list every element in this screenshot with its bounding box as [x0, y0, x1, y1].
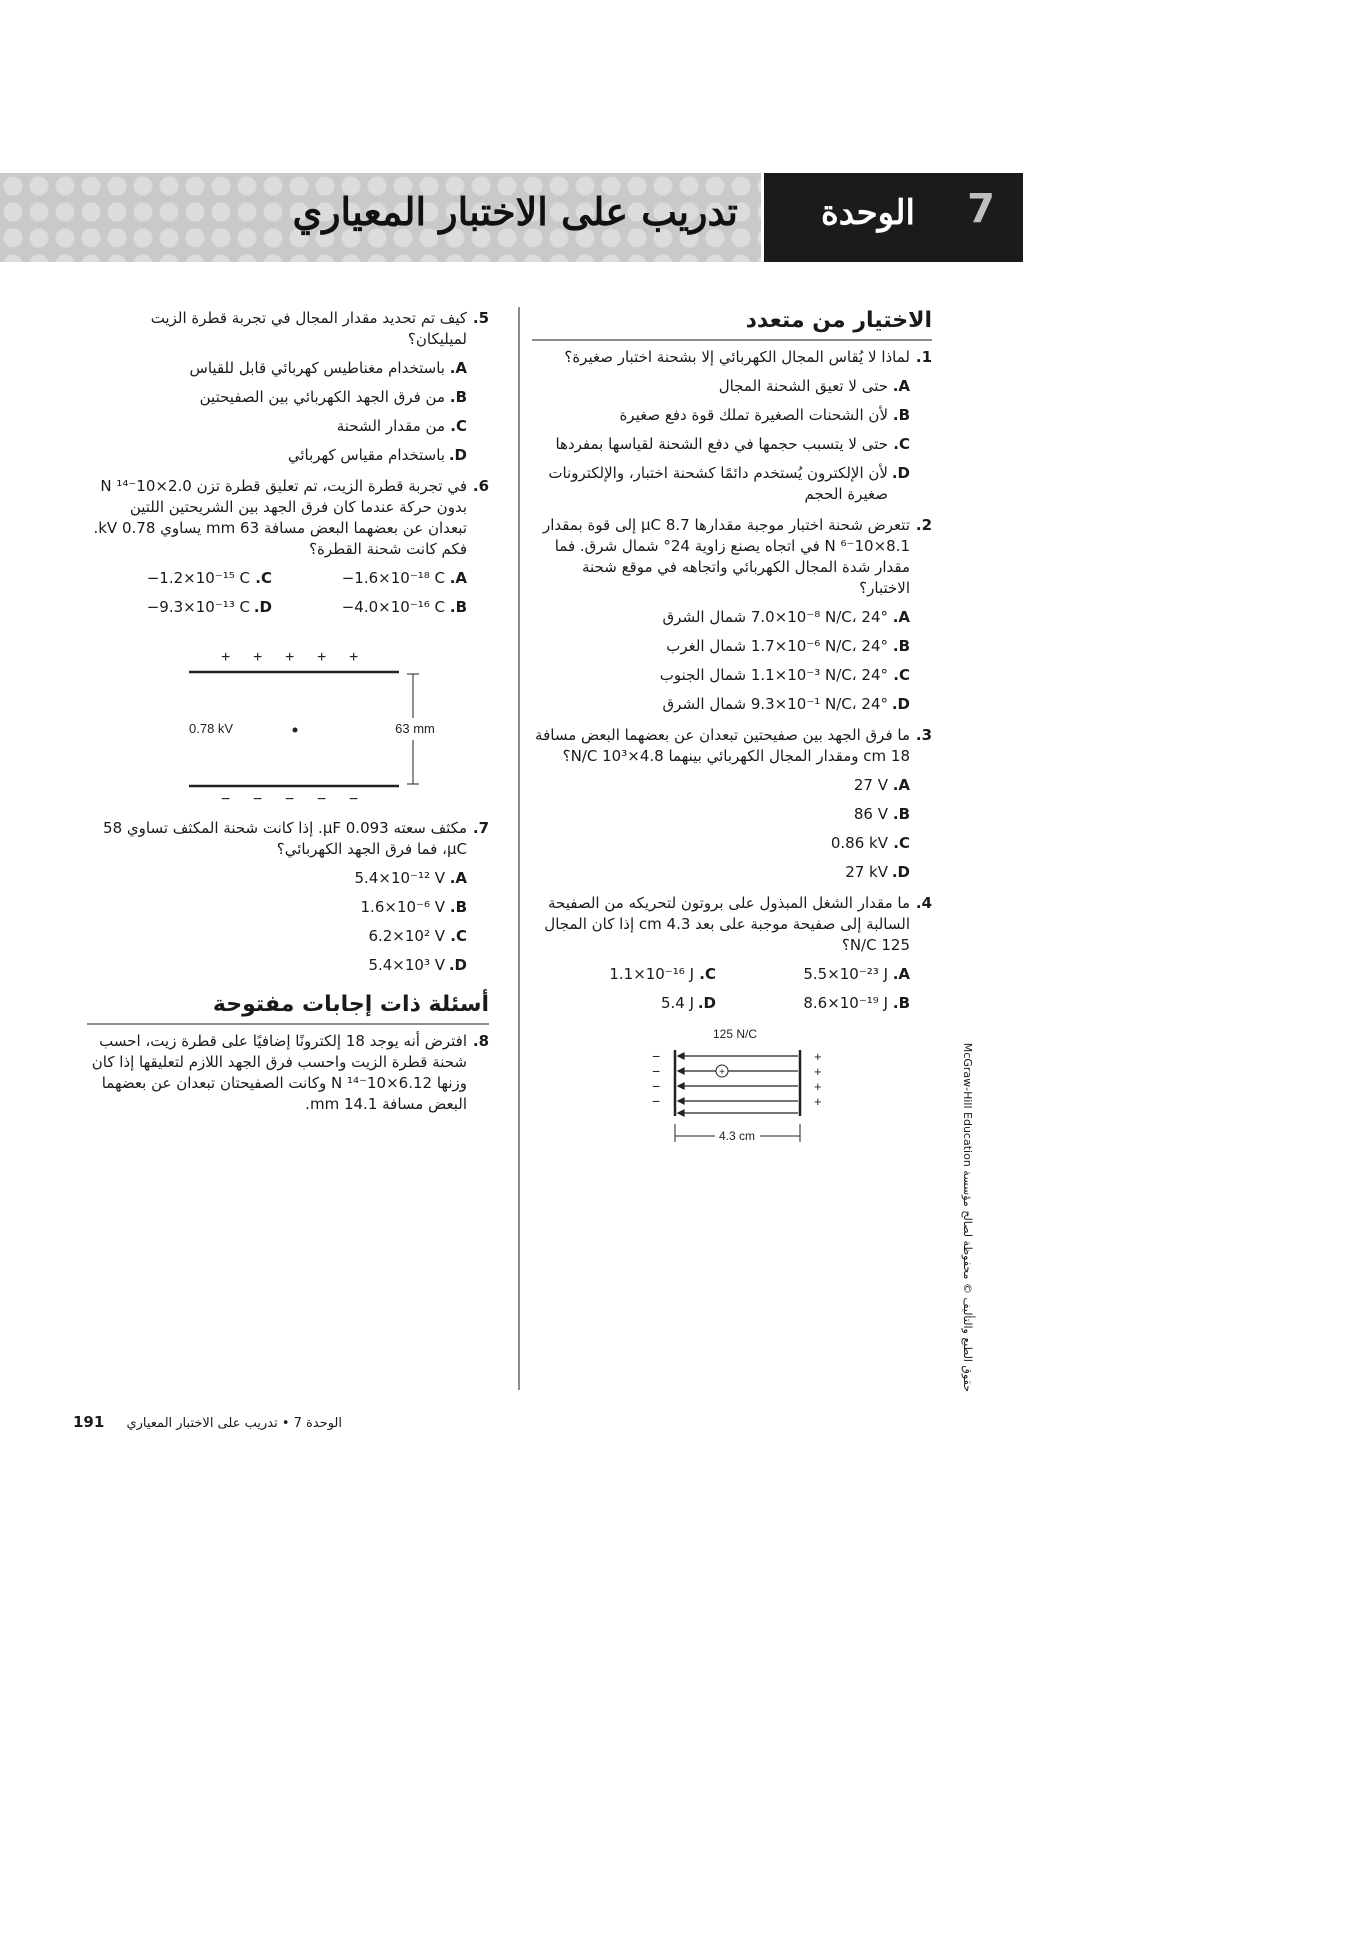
- option-b[interactable]: B. 1.7×10⁻⁶ N/C، 24° شمال الغرب: [666, 637, 910, 655]
- option-b[interactable]: B. 1.6×10⁻⁶ V: [360, 898, 467, 916]
- svg-text:−: −: [652, 1093, 661, 1109]
- oil-drop-figure: [187, 644, 467, 804]
- question-number: 8.: [472, 1032, 489, 1050]
- question-4: [532, 893, 932, 1154]
- option-a[interactable]: A. 7.0×10⁻⁸ N/C، 24° شمال الشرق: [662, 608, 910, 626]
- options-grid: [87, 568, 467, 618]
- option-d[interactable]: D. 9.3×10⁻¹ N/C، 24° شمال الشرق: [662, 695, 910, 713]
- question-text: ما فرق الجهد بين صفيحتين تبعدان عن بعضهما البعض مسافة 18 cm ومقدار المجال الكهربائي بينهما 4.8×10³ N/C؟: [535, 726, 910, 765]
- option-b[interactable]: B. 8.6×10⁻¹⁹ J: [803, 994, 910, 1012]
- option-d[interactable]: D. لأن الإلكترون يُستخدم دائمًا كشحنة اختبار، والإلكترونات صغيرة الحجم: [548, 464, 910, 503]
- question-text: ما مقدار الشغل المبذول على بروتون لتحريكه من الصفيحة السالبة إلى صفيحة موجبة على بعد 4.3 cm إذا كان المجال 125 N/C؟: [544, 894, 910, 954]
- option-a[interactable]: A. باستخدام مغناطيس كهربائي قابل للقياس: [189, 359, 467, 377]
- column-divider: [518, 307, 520, 1390]
- option-a[interactable]: A. حتى لا تعيق الشحنة المجال: [718, 377, 910, 395]
- proton-field-figure: [640, 1024, 860, 1154]
- svg-text:+: +: [814, 1079, 822, 1094]
- question-number: 1.: [915, 348, 932, 366]
- svg-text:−: −: [221, 791, 231, 804]
- distance-label: 4.3 cm: [718, 1129, 756, 1143]
- svg-text:+: +: [285, 649, 295, 666]
- positive-signs: [814, 1049, 822, 1109]
- question-6: [87, 476, 489, 804]
- question-1: [532, 347, 932, 505]
- question-text: تتعرض شحنة اختبار موجبة مقدارها 8.7 μC إلى قوة بمقدار 8.1×10⁻⁶ N في اتجاه يصنع زاوية 24° شمال شرق. فما مقدار شدة المجال الكهربائي واتجاهه في موقع شحنة الاختبار؟: [542, 516, 910, 597]
- option-c[interactable]: C. حتى لا يتسبب حجمها في دفع الشحنة لقياسها بمفردها: [555, 435, 910, 453]
- question-text: مكثف سعته 0.093 μF. إذا كانت شحنة المكثف تساوي 58 μC، فما فرق الجهد الكهربائي؟: [103, 819, 467, 858]
- voltage-label: 0.78 kV: [189, 721, 234, 736]
- oil-drop: [293, 728, 298, 733]
- option-d[interactable]: D. 5.4×10³ V: [368, 956, 467, 974]
- question-number: 2.: [915, 516, 932, 534]
- option-d[interactable]: D. 5.4 J: [660, 994, 716, 1012]
- page-title: تدريب على الاختبار المعياري: [292, 189, 738, 234]
- unit-number: 7: [967, 186, 995, 232]
- question-number: 5.: [472, 309, 489, 327]
- svg-text:+: +: [349, 649, 359, 666]
- svg-text:+: +: [221, 649, 231, 666]
- question-text: لماذا لا يُقاس المجال الكهربائي إلا بشحنة اختبار صغيرة؟: [564, 348, 910, 366]
- question-number: 7.: [472, 819, 489, 837]
- section-heading-multiple-choice: الاختيار من متعدد: [532, 308, 932, 341]
- multiple-choice-column: [532, 308, 932, 1164]
- question-7: [87, 818, 489, 976]
- options-grid: [532, 964, 910, 1014]
- option-d[interactable]: D. باستخدام مقياس كهربائي: [287, 446, 467, 464]
- unit-badge: [761, 173, 1023, 262]
- question-text: افترض أنه يوجد 18 إلكترونًا إضافيًا على قطرة زيت، احسب شحنة قطرة الزيت واحسب فرق الجهد اللازم لتعليقها إذا كان وزنها 6.12×10⁻¹⁴ N وكانت الصفيحتان تبعدان عن بعضهما البعض مسافة 14.1 mm.: [91, 1032, 467, 1113]
- copyright-note: حقوق الطبع والتأليف © محفوظة لصالح مؤسسة McGraw-Hill Education: [961, 1042, 974, 1392]
- question-text: كيف تم تحديد مقدار المجال في تجربة قطرة الزيت لميليكان؟: [150, 309, 467, 348]
- page-number: 191: [73, 1413, 105, 1431]
- question-3: [532, 725, 932, 883]
- negative-signs: [221, 791, 358, 804]
- option-a[interactable]: A. 5.4×10⁻¹² V: [354, 869, 467, 887]
- svg-text:−: −: [285, 791, 295, 804]
- question-2: [532, 515, 932, 715]
- option-c[interactable]: C. 6.2×10² V: [368, 927, 467, 945]
- question-text: في تجربة قطرة الزيت، تم تعليق قطرة تزن 2.0×10⁻¹⁴ N بدون حركة عندما كان فرق الجهد بين الشريحتين اللتين تبعدان عن بعضهما البعض مسافة 63 mm يساوي 0.78 kV. فكم كانت شحنة القطرة؟: [93, 477, 467, 558]
- svg-text:+: +: [814, 1064, 822, 1079]
- question-number: 6.: [472, 477, 489, 495]
- distance-label: 63 mm: [395, 721, 435, 736]
- svg-text:−: −: [349, 791, 359, 804]
- option-c[interactable]: C. 1.1×10⁻³ N/C، 24° شمال الجنوب: [659, 666, 910, 684]
- option-b[interactable]: B. −4.0×10⁻¹⁶ C: [341, 598, 467, 616]
- question-number: 4.: [915, 894, 932, 912]
- unit-label: الوحدة: [820, 193, 915, 233]
- option-b[interactable]: B. 86 V: [853, 805, 910, 823]
- negative-signs: [652, 1048, 660, 1109]
- option-c[interactable]: C. 1.1×10⁻¹⁶ J: [609, 965, 716, 983]
- option-c[interactable]: C. 0.86 kV: [830, 834, 910, 852]
- option-b[interactable]: B. لأن الشحنات الصغيرة تملك قوة دفع صغيرة: [619, 406, 910, 424]
- section-heading-open-ended: أسئلة ذات إجابات مفتوحة: [87, 992, 489, 1025]
- svg-text:+: +: [317, 649, 327, 666]
- page-footer: [73, 1413, 342, 1431]
- field-label: 125 N/C: [712, 1027, 758, 1041]
- option-c[interactable]: C. من مقدار الشحنة: [336, 417, 467, 435]
- svg-text:+: +: [814, 1094, 822, 1109]
- svg-text:+: +: [814, 1049, 822, 1064]
- question-8: [87, 1031, 489, 1115]
- field-lines: [678, 1053, 798, 1116]
- footer-text: الوحدة 7 • تدريب على الاختبار المعياري: [126, 1416, 342, 1431]
- proton-symbol: +: [719, 1067, 725, 1078]
- question-5: [87, 308, 489, 466]
- option-a[interactable]: A. 27 V: [853, 776, 910, 794]
- svg-text:+: +: [253, 649, 263, 666]
- option-d[interactable]: D. −9.3×10⁻¹³ C: [146, 598, 272, 616]
- positive-signs: [221, 649, 358, 666]
- chapter-banner: [0, 173, 1023, 262]
- svg-text:−: −: [253, 791, 263, 804]
- svg-text:−: −: [652, 1063, 661, 1079]
- option-c[interactable]: C. −1.2×10⁻¹⁵ C: [146, 569, 272, 587]
- svg-text:−: −: [652, 1048, 661, 1064]
- option-b[interactable]: B. من فرق الجهد الكهربائي بين الصفيحتين: [199, 388, 467, 406]
- question-number: 3.: [915, 726, 932, 744]
- option-d[interactable]: D. 27 kV: [845, 863, 910, 881]
- option-a[interactable]: A. 5.5×10⁻²³ J: [803, 965, 910, 983]
- svg-text:−: −: [652, 1078, 661, 1094]
- svg-text:−: −: [317, 791, 327, 804]
- left-column: [87, 308, 489, 1125]
- option-a[interactable]: A. −1.6×10⁻¹⁸ C: [341, 569, 467, 587]
